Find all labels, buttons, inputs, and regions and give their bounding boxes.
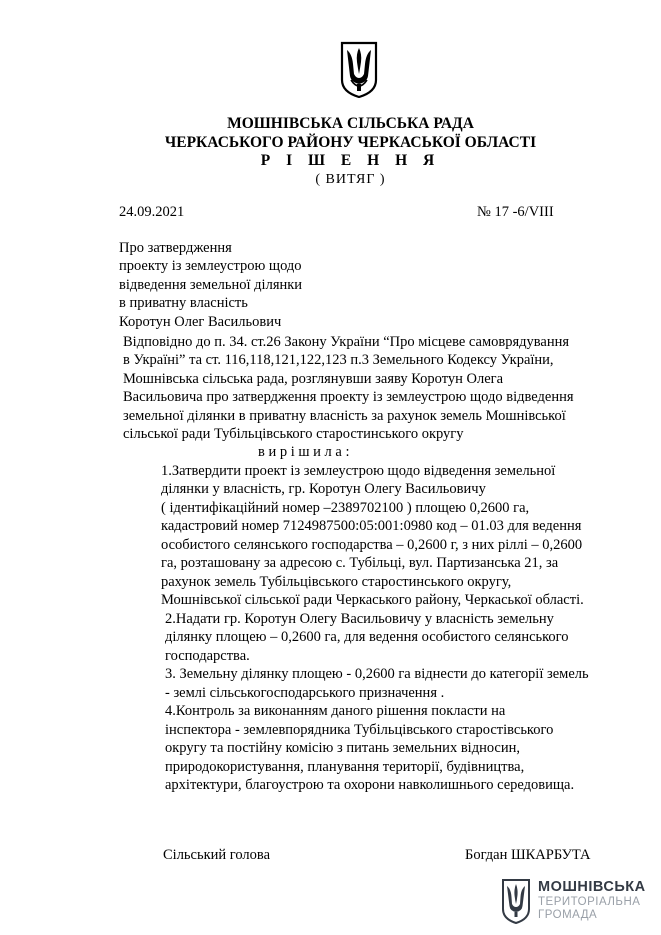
subject-line: відведення земельної ділянки <box>119 277 303 293</box>
community-logo <box>501 876 651 926</box>
item-1-line: га, розташовану за адресою с. Тубільці, вул. Партизанська 21, за <box>161 555 559 571</box>
subject-line: проекту із землеустрою щодо <box>119 258 302 274</box>
district-title: ЧЕРКАСЬКОГО РАЙОНУ ЧЕРКАСЬКОЇ ОБЛАСТІ <box>164 134 537 151</box>
preamble-line: Відповідно до п. 34. ст.26 Закону України “Про місцеве самоврядування <box>123 334 570 350</box>
item-2-line: 2.Надати гр. Коротун Олегу Васильовичу у власність земельну <box>165 611 554 627</box>
preamble-line: сільської ради Тубільцівського старостинського округу <box>123 426 464 442</box>
logo-subtitle-2: ГРОМАДА <box>538 909 598 921</box>
item-4-line: 4.Контроль за виконанням даного рішення покласти на <box>165 703 506 719</box>
signature-title: Сільський голова <box>163 847 271 863</box>
subject-line: Коротун Олег Васильович <box>119 314 282 330</box>
item-1-line: рахунок земель Тубільцівського старостинського округу, <box>161 574 512 590</box>
item-3-line: - землі сільськогосподарського призначення . <box>165 685 445 701</box>
item-3-line: 3. Земельну ділянку площею - 0,2600 га віднести до категорії земель <box>165 666 589 682</box>
item-1-line: ( ідентифікаційний номер –2389702100 ) площею 0,2600 га, <box>161 500 530 516</box>
preamble-line: Васильовича про затвердження проекту із землеустрою щодо відведення <box>123 389 574 405</box>
decision-number: № 17 -6/VIII <box>477 204 554 220</box>
item-2-line: господарства. <box>165 648 250 664</box>
item-1-line: кадастровий номер 7124987500:05:001:0980 код – 01.03 для ведення <box>161 518 582 534</box>
decision-title: Р І Ш Е Н Н Я <box>260 152 441 169</box>
item-4-line: природокористування, планування території, будівництва, <box>165 759 525 775</box>
item-1-line: ділянки у власність, гр. Коротун Олегу Васильовичу <box>161 481 486 497</box>
extract-label: ( ВИТЯГ ) <box>315 172 386 187</box>
preamble-line: в Україні” та ст. 116,118,121,122,123 п.3 Земельного Кодексу України, <box>123 352 554 368</box>
ukraine-trident-icon <box>339 40 379 98</box>
item-4-line: округу та постійну комісію з питань земельних відносин, <box>165 740 521 756</box>
resolved-heading: в и р і ш и л а : <box>258 444 350 460</box>
logo-title: МОШНІВСЬКА <box>538 879 646 895</box>
preamble-line: земельної ділянки в приватну власність за рахунок земель Мошнівської <box>123 408 566 424</box>
item-1-line: Мошнівської сільської ради Черкаського району, Черкаської області. <box>161 592 584 608</box>
council-title: МОШНІВСЬКА СІЛЬСЬКА РАДА <box>227 115 474 132</box>
trident-logo-icon <box>501 878 531 924</box>
item-4-line: інспектора - землевпорядника Тубільцівського старостівського <box>165 722 554 738</box>
item-1-line: особистого селянського господарства – 0,2600 г, з них ріллі – 0,2600 <box>161 537 583 553</box>
item-2-line: ділянку площею – 0,2600 га, для ведення особистого селянського <box>165 629 569 645</box>
decision-date: 24.09.2021 <box>119 204 185 220</box>
subject-line: Про затвердження <box>119 240 232 256</box>
subject-line: в приватну власність <box>119 295 248 311</box>
item-1-line: 1.Затвердити проект із землеустрою щодо відведення земельної <box>161 463 556 479</box>
signature-name: Богдан ШКАРБУТА <box>465 847 591 863</box>
logo-subtitle-1: ТЕРИТОРІАЛЬНА <box>538 896 641 908</box>
item-4-line: архітектури, благоустрою та охорони навколишнього середовища. <box>165 777 575 793</box>
preamble-line: Мошнівська сільська рада, розглянувши заяву Коротун Олега <box>123 371 504 387</box>
